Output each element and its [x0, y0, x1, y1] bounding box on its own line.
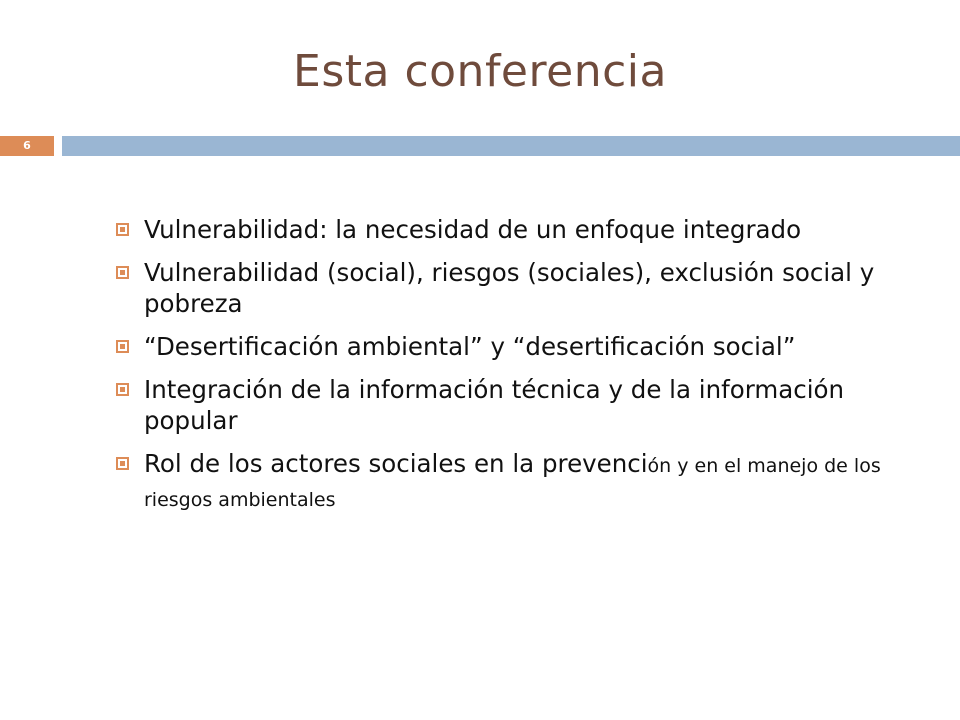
square-bullet-icon — [116, 457, 129, 470]
bullet-text: Vulnerabilidad (social), riesgos (sociales), exclusión social y pobreza — [144, 258, 875, 318]
header-bar — [62, 136, 960, 156]
square-bullet-icon — [116, 223, 129, 236]
page-number-badge: 6 — [0, 136, 54, 156]
bullet-text: Integración de la información técnica y de la información popular — [144, 375, 845, 435]
bullet-text-small: ón y en el manejo de los riesgos ambientales — [144, 455, 881, 511]
bullet-item — [116, 448, 916, 516]
bullet-item — [116, 257, 916, 319]
bullet-text-main: Rol de los actores sociales en la prevenci — [144, 449, 648, 478]
bullet-item — [116, 214, 916, 245]
square-bullet-icon — [116, 340, 129, 353]
bullet-text: “Desertificación ambiental” y “desertificación social” — [144, 332, 796, 361]
bullet-item — [116, 331, 916, 362]
square-bullet-icon — [116, 383, 129, 396]
slide-title: Esta conferencia — [293, 46, 667, 97]
bullet-item — [116, 374, 916, 436]
square-bullet-icon — [116, 266, 129, 279]
header-rule — [0, 136, 960, 156]
bullet-list — [116, 214, 916, 528]
bullet-text: Vulnerabilidad: la necesidad de un enfoque integrado — [144, 215, 802, 244]
